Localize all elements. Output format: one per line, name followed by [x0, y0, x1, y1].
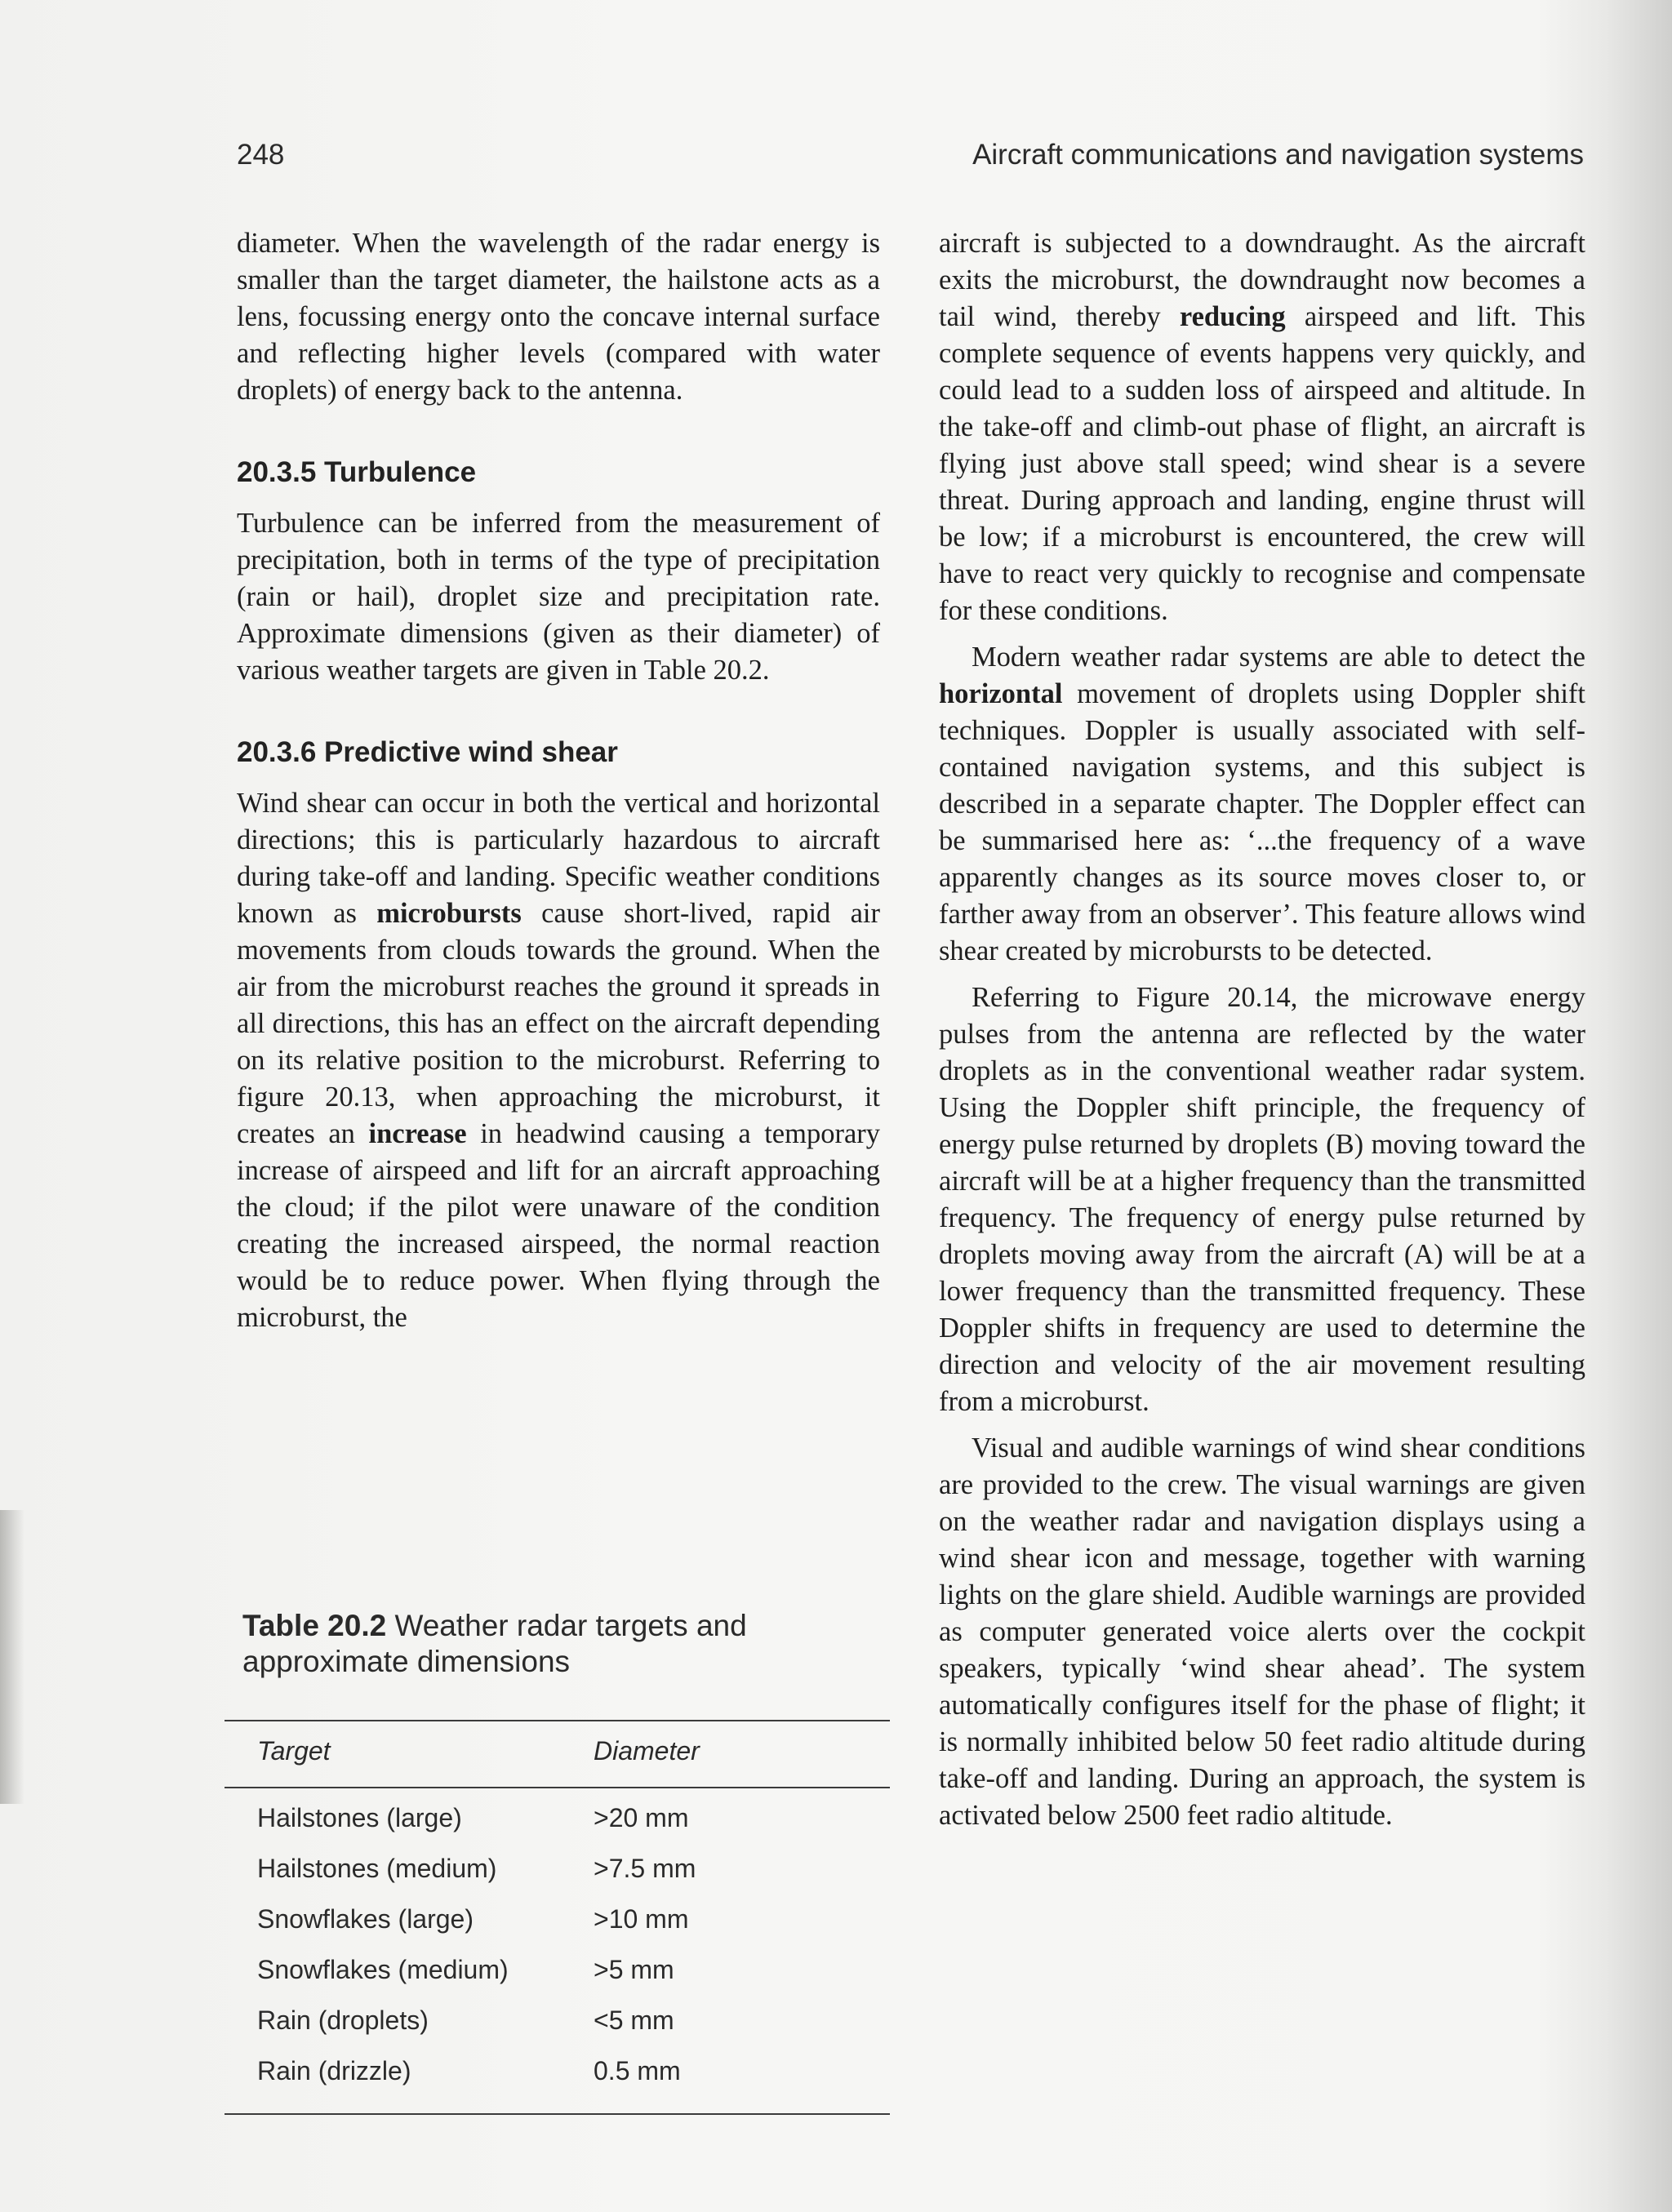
weather-targets-table: [225, 1720, 890, 2115]
cell-target: Snowflakes (large): [257, 1904, 474, 1934]
table-row: [225, 2041, 890, 2092]
text-run: airspeed and lift. This complete sequence of events happens very quickly, and could lead to a sudden loss of airspeed and altitude. In the take-off and climb-out phase of flight, an aircraft is flying just above stall speed; wind shear is a severe threat. During approach and landing, engine thrust will be low; if a microburst is encountered, the crew will have to react very quickly to recognise and compensate for these conditions.: [939, 301, 1585, 626]
heading-turbulence: 20.3.5 Turbulence: [237, 456, 477, 488]
running-title: Aircraft communications and navigation systems: [972, 139, 1584, 171]
table-row: [225, 1788, 890, 1839]
column-header-diameter: Diameter: [594, 1736, 700, 1766]
cell-target: Snowflakes (medium): [257, 1955, 509, 1984]
heading-predictive-wind-shear: 20.3.6 Predictive wind shear: [237, 736, 618, 768]
paragraph-figure-reference: Referring to Figure 20.14, the microwave energy pulses from the antenna are reflected by the water droplets as in the conventional weather radar system. Using the Doppler shift principle, the frequency of energy pulse returned by droplets (B) moving toward the aircraft will be at a higher frequency than the transmitted frequency. The frequency of energy pulse returned by droplets moving away from the aircraft (A) will be at a lower frequency than the transmitted frequency. These Doppler shifts in frequency are used to determine the direction and velocity of the air movement resulting from a microburst.: [939, 982, 1585, 1417]
cell-target: Hailstones (large): [257, 1803, 462, 1832]
cell-diameter: >5 mm: [594, 1955, 674, 1984]
page-header: [237, 139, 1584, 180]
table-row: [225, 1839, 890, 1890]
text-run: in headwind causing a temporary increase of airspeed and lift for an aircraft approaching the cloud; if the pilot were unaware of the condition creating the increased airspeed, the normal reaction would be to reduce power. When flying through the microburst, the: [237, 1118, 880, 1333]
cell-diameter: >20 mm: [594, 1803, 689, 1832]
table-caption-label: Table 20.2: [242, 1609, 387, 1642]
cell-target: Rain (drizzle): [257, 2056, 411, 2085]
text-run: cause short-lived, rapid air movements from clouds towards the ground. When the air from the microburst reaches the ground it spreads in all directions, this has an effect on the aircraft depending on its relative position to the microburst. Referring to figure 20.13, when approaching the microburst, it creates an: [237, 898, 880, 1149]
cell-diameter: <5 mm: [594, 2005, 674, 2035]
table-caption: [242, 1608, 887, 1680]
bold-term-increase: increase: [368, 1118, 467, 1149]
text-run: Modern weather radar systems are able to detect the: [972, 642, 1585, 673]
table-bottom-rule: [225, 2113, 890, 2115]
right-column: [939, 225, 1585, 1834]
paragraph-wind-shear: [237, 785, 880, 1336]
cell-target: Hailstones (medium): [257, 1854, 497, 1883]
bold-term-reducing: reducing: [1179, 301, 1286, 332]
cell-diameter: >7.5 mm: [594, 1854, 696, 1883]
page-number: 248: [237, 139, 285, 171]
text-run: movement of droplets using Doppler shift techniques. Doppler is usually associated with self-contained navigation systems, and this subject is described in a separate chapter. The Doppler effect can be summarised here as: ‘...the frequency of a wave apparently changes as its source moves closer to, or farther away from an observer’. This feature allows wind shear created by microbursts to be detected.: [939, 678, 1585, 966]
cell-diameter: 0.5 mm: [594, 2056, 681, 2085]
paragraph-doppler: [939, 639, 1585, 970]
text-run: aircraft is subjected to a downdraught. As the aircraft exits the microburst, the downdraught now becomes a tail wind, thereby: [939, 228, 1585, 332]
paragraph-downdraught: [939, 225, 1585, 629]
bold-term-horizontal: horizontal: [939, 678, 1063, 709]
table-body: [225, 1788, 890, 2113]
column-header-target: Target: [257, 1736, 331, 1766]
table-row: [225, 1991, 890, 2041]
left-column: [237, 225, 880, 1336]
cell-diameter: >10 mm: [594, 1904, 689, 1934]
paragraph-warnings: Visual and audible warnings of wind shear conditions are provided to the crew. The visual warnings are given on the weather radar and navigation displays using a wind shear icon and message, together with warning lights on the glare shield. Audible warnings are provided as computer generated voice alerts over the cockpit speakers, typically ‘wind shear ahead’. The system automatically configures itself for the phase of flight; it is normally inhibited below 50 feet radio altitude during take-off and landing. During an approach, the system is activated below 2500 feet radio altitude.: [939, 1432, 1585, 1831]
table-header-row: [225, 1721, 890, 1787]
spine-shadow: [0, 1510, 24, 1804]
table-caption-text: Weather radar targets and approximate dimensions: [242, 1609, 747, 1678]
paragraph-hailstone-lens: diameter. When the wavelength of the radar energy is smaller than the target diameter, the hailstone acts as a lens, focussing energy onto the concave internal surface and reflecting higher levels (compared with water droplets) of energy back to the antenna.: [237, 228, 880, 406]
paragraph-turbulence: Turbulence can be inferred from the measurement of precipitation, both in terms of the type of precipitation (rain or hail), droplet size and precipitation rate. Approximate dimensions (given as their diameter) of various weather targets are given in Table 20.2.: [237, 508, 880, 686]
text-run: Wind shear can occur in both the vertical and horizontal directions; this is particularly hazardous to aircraft during take-off and landing. Specific weather conditions known as: [237, 788, 880, 929]
bold-term-microbursts: microbursts: [376, 898, 522, 929]
table-row: [225, 1890, 890, 1940]
table-row: [225, 1940, 890, 1991]
cell-target: Rain (droplets): [257, 2005, 429, 2035]
